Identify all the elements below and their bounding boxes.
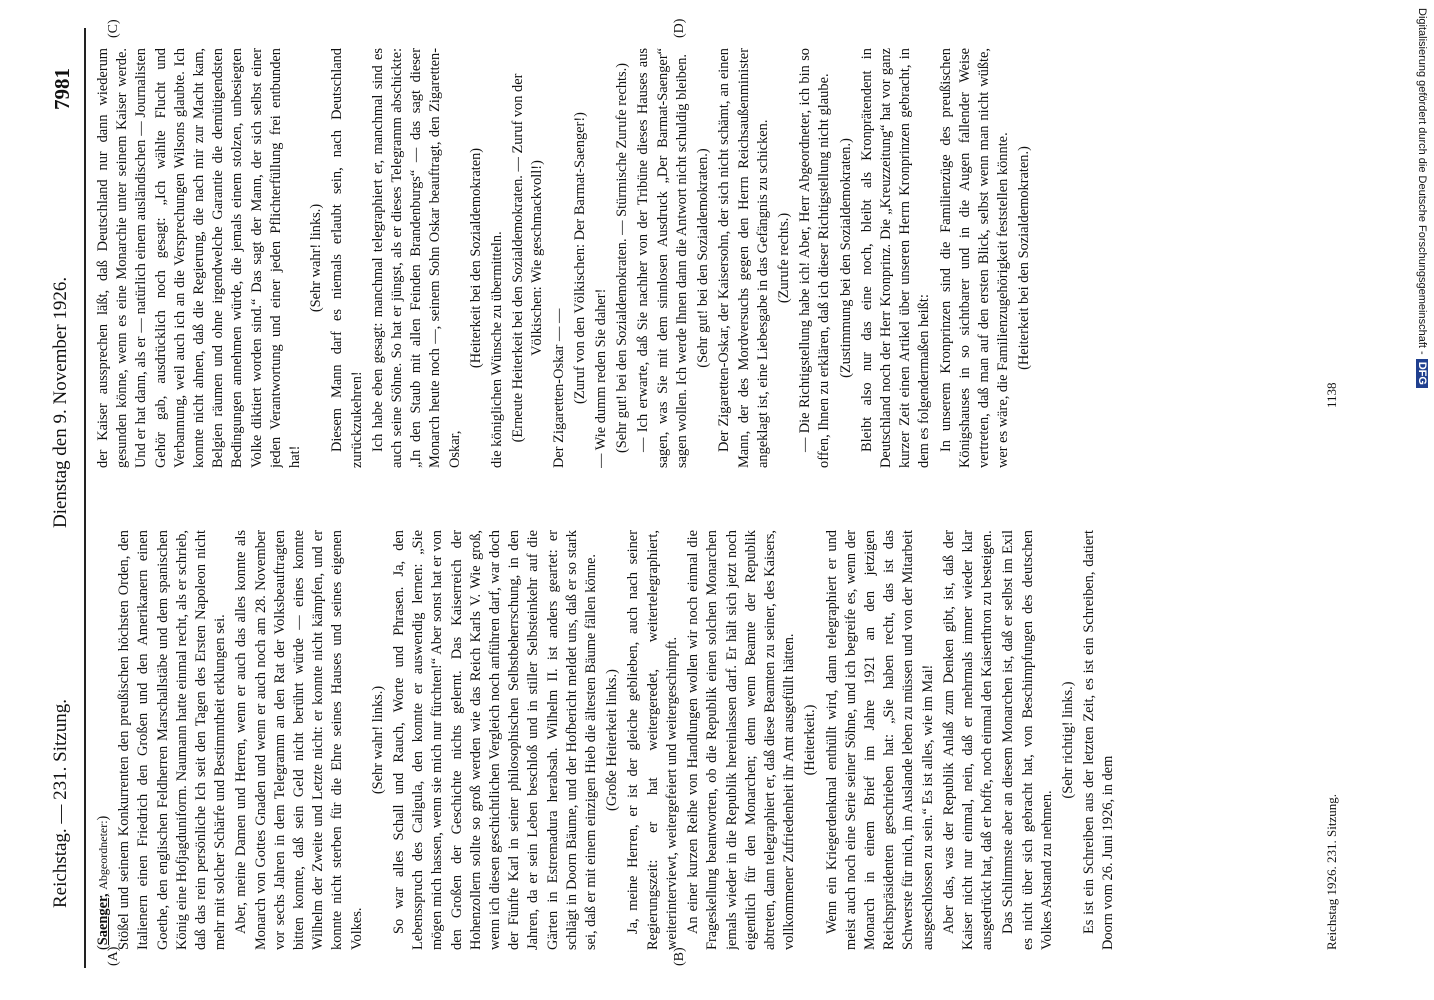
paragraph: Bleibt also nur das eine noch, bleibt als Kronprätendent in Deutschland noch der Herr Kronprinz. Die „Kreuzzeitung“ hat vor ganz kurzer Zeit einen Artikel über unseren Herrn Kronprinzen gebracht, in dem es folgendermaßen heißt: — [858, 48, 933, 468]
paragraph: Diesem Mann darf es niemals erlaubt sein, nach Deutschland zurückzukehren! — [329, 48, 365, 468]
interjection: (Erneute Heiterkeit bei den Sozialdemokraten. — Zuruf von der Völkischen: Wie geschmackvoll!) — [510, 73, 546, 443]
quotation: In unserem Kronprinzen sind die Familienzüge des preußischen Königshauses in so sichtbarer und in die Augen fallender Weise vertreten, daß man auf den ersten Blick, selbst wenn man nicht wüßte, wer es wäre, die Familienzugehörigkeit feststellen könnte. — [937, 48, 1012, 468]
paragraph: Der Zigaretten-Oskar, der Kaisersohn, der sich nicht schämt, an einen Mann, der des Mordversuchs gegen den Herrn Reichsaußenminister angeklagt ist, eine Liebesgabe in das Gefängnis zu schicken. — [716, 48, 771, 468]
footer-sheet-number: 1138 — [1324, 382, 1339, 408]
page-header — [32, 28, 102, 968]
interjection: (Große Heiterkeit links.) — [604, 669, 621, 811]
digitization-note-text — [1416, 8, 1428, 388]
paragraph: Das Schlimmste aber an diesem Monarchen ist, daß er selbst im Exil es nicht über sich gebracht hat, von Beschimpfungen des deutschen Volkes Abstand zu nehmen. — [1000, 530, 1055, 950]
margin-marker-b: (B) — [672, 947, 687, 966]
interjection: (Zustimmung bei den Sozialdemokraten.) — [837, 138, 854, 378]
footer-left: Reichstag 1926. 231. Sitzung. — [1324, 794, 1339, 950]
paragraph: Ja, meine Herren, er ist der gleiche geblieben, auch nach seiner Regierungszeit: er hat weitergeredet, weitertelegraphiert, weiterinterviewt, weitergefeiert und weitergeschimpft. — [625, 530, 680, 950]
interjection: (Heiterkeit bei den Sozialdemokraten.) — [1016, 146, 1033, 370]
paragraph: — Ich erwarte, daß Sie nachher von der Tribüne dieses Hauses aus sagen, was Sie mit dem sinnlosen Ausdruck „Der Barmat-Saenger“ sagen wollen. Ich werde Ihnen dann die Antwort nicht schuldig bleiben. — [635, 48, 690, 468]
margin-marker-a: (A) — [106, 946, 121, 966]
interjection: (Zuruf von den Völkischen: Der Barmat-Saenger!) — [571, 112, 588, 404]
paragraph: die königlichen Wünsche zu übermitteln. — [489, 231, 506, 468]
paragraph: — Wie dumm reden Sie daher! — [593, 288, 610, 468]
dfg-logo: DFG — [1416, 359, 1428, 388]
interjection: (Sehr wahr! links.) — [369, 685, 386, 795]
paragraph: der Kaiser aussprechen läßt, daß Deutschland nur dann wiederum gesunden könne, wenn es eine Monarchie unter seinem Kaiser werde. Und er hat dann, als er — natürlich einem ausländischen — Journalisten Gehör gab, ausdrücklich noch gesagt: „Ich wählte Flucht und Verbannung, weil auch ich an die Versprechungen Wilsons glaubte. Ich konnte nicht ahnen, daß die Regierung, die nach mir zur Macht kam, Belgien räumen und ohne irgendwelche Garantie die demütigendsten Bedingungen annehmen würde, die jemals einem stolzen, unbesiegten Volke diktiert worden sind.“ Das sagt der Mann, der sich selbst einer jeden Verantwortung und einer jeden Pflichterfüllung frei entbunden hat! — [95, 48, 304, 468]
interjection: (Heiterkeit.) — [802, 704, 819, 776]
header-session: Reichstag. — 231. Sitzung. — [50, 699, 71, 908]
header-rule — [84, 28, 86, 968]
left-column — [94, 530, 1314, 950]
speaker-line: (Saenger, Abgeordneter:) — [95, 815, 111, 950]
paragraph: An einer kurzen Reihe von Handlungen wollen wir noch einmal die Frageskellung beantworten, ob die Republik einen solchen Monarchen jemals wieder in die Republik hereinlassen darf. Er hält sich jetzt noch eigentlich für den Monarchen; denn wenn Beamte der Republik abtreten, dann telegraphiert er, daß diese Beamten zu seiner, des Kaisers, vollkommener Zufriedenheit ihr Amt ausgefüllt hätten. — [685, 530, 798, 950]
interjection: (Zurufe rechts.) — [775, 212, 792, 304]
right-column — [94, 48, 1314, 468]
margin-marker-c: (C) — [106, 19, 121, 38]
margin-marker-d: (D) — [672, 18, 687, 38]
paragraph: Es ist ein Schreiben aus der letzten Zeit, es ist ein Schreiben, datiert Doorn vom 26. Juni 1926, in dem — [1081, 530, 1117, 950]
paragraph: Aber, meine Damen und Herren, wenn er auch das alles konnte als Monarch von Gottes Gnaden und wenn er auch noch am 28. November vor sechs Jahren in dem Telegramm an den Rat der Volksbeauftragten bitten konnte, daß sein Geld nicht berührt würde — eines konnte Wilhelm der Zweite und Letzte nicht: er konnte nicht kämpfen, und er konnte nicht sterben für die Ehre seines Hauses und seines eigenen Volkes. — [233, 530, 365, 950]
paragraph: So war alles Schall und Rauch, Worte und Phrasen. Ja, den Lebensspruch des Caligula, den konnte er auswendig lernen: „Sie mögen mich hassen, wenn sie mich nur fürchten!“ Aber sonst hat er von den Großen der Geschichte nichts gelernt. Das Kaiserreich der Hohenzollern sollte so groß werden wie das Reich Karls V. Wie groß, wenn ich diesen geschichtlichen Vergleich noch anführen darf, war doch der Fünfte Karl in seiner philosophischen Selbstbeherrschung, in den Jahren, da er sein Leben beschloß und in stiller Selbsteinkehr auf die Gärten in Estremadura herabsah. Wilhelm II. ist anders geartet: er schlägt in Doorn Bäume, und der Hofbericht meldet uns, daß er so stark sei, daß er mit einem einzigen Hieb die ältesten Bäume fällen könne. — [391, 530, 600, 950]
interjection: (Sehr richtig! links.) — [1059, 681, 1076, 799]
interjection: (Sehr gut! bei den Sozialdemokraten. — Stürmische Zurufe rechts.) — [614, 62, 631, 454]
interjection: (Sehr gut! bei den Sozialdemokraten.) — [695, 148, 712, 368]
paragraph: Der Zigaretten-Oskar — — — [550, 308, 567, 468]
header-date: Dienstag den 9. November 1926. — [50, 276, 71, 528]
digitization-note — [1408, 8, 1428, 928]
digitization-text: Digitalisierung gefördert durch die Deutsche Forschungsgemeinschaft - — [1416, 8, 1428, 355]
interjection: (Sehr wahr! links.) — [308, 203, 325, 313]
paragraph: Wenn ein Kriegerdenkmal enthüllt wird, dann telegraphiert er und meist auch noch eine Serie seiner Söhne, und ich begreife es, wenn der Monarch in einem Brief im Jahre 1921 an den jetzigen Reichspräsidenten geschrieben hat: „Sie haben recht, das ist das Schwerste für mich, im Auslande leben zu müssen und von der Mitarbeit ausgeschlossen zu sein.“ Es ist alles, wie im Mai! — [823, 530, 936, 950]
paragraph: Stößel und seinem Konkurrenten den preußischen höchsten Orden, den Italienern einen Friedrich den Großen und den Amerikanern einen Goethe, den englischen Feldherren Marschallstäbe und dem spanischen König eine Hofjagduniform. Naumann hatte einmal recht, als er schrieb, daß das rein persönliche Ich seit den Tagen des Ersten Napoleon nicht mehr mit solcher Schärfe und Bestimmtheit erklungen sei. — [116, 530, 229, 950]
paragraph: Ich habe eben gesagt: manchmal telegraphiert er, manchmal sind es auch seine Söhne. So hat er jüngst, als er dieses Telegramm abschickte: „In den Staub mit allen Feinden Brandenburgs“ — das sagt dieser Monarch heute noch —, seinem Sohn Oskar beauftragt, den Zigaretten-Oskar, — [369, 48, 463, 468]
speaker-role: Abgeordneter: — [96, 820, 110, 890]
speaker-name: Saenger, — [95, 893, 111, 946]
paragraph: Aber das, was der Republik Anlaß zum Denken gibt, ist, daß der Kaiser nicht nur einmal, nein, daß er mehrmals immer wieder klar ausgedrückt hat, daß er hoffe, noch einmal den Kaiserthron zu besteigen. — [940, 530, 996, 950]
interjection: (Heiterkeit bei den Sozialdemokraten) — [467, 147, 484, 369]
rotated-page — [32, 18, 1432, 968]
paragraph: — Die Richtigstellung habe ich! Aber, Herr Abgeordneter, ich bin so offen, Ihnen zu erklären, daß ich dieser Richtigstellung nicht glaube. — [797, 48, 833, 468]
page-number: 7981 — [50, 68, 74, 110]
